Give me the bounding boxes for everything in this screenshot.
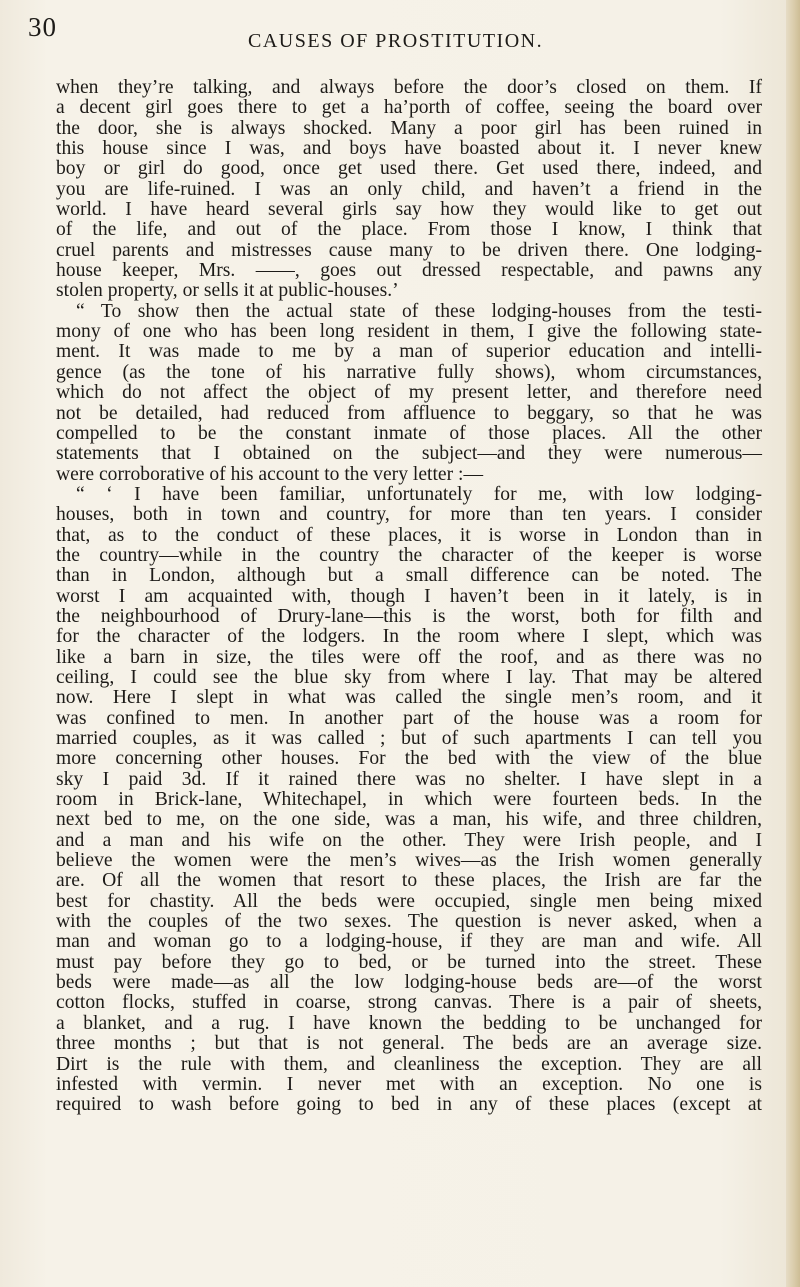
- text-line: statements that I obtained on the subject—and they were numerous—: [56, 443, 762, 465]
- text-line: cruel parents and mistresses cause many to be driven there. One lodging-: [56, 239, 762, 261]
- text-line: house keeper, Mrs. ——, goes out dressed respectable, and pawns any: [56, 260, 762, 282]
- text-line: room in Brick-lane, Whitechapel, in which were fourteen beds. In the: [56, 789, 762, 811]
- text-line: “ To show then the actual state of these lodging-houses from the testi-: [76, 300, 762, 322]
- text-line: believe the women were the men’s wives—as the Irish women generally: [56, 850, 762, 872]
- text-line: cotton flocks, stuffed in coarse, strong canvas. There is a pair of sheets,: [56, 992, 762, 1014]
- text-line: now. Here I slept in what was called the single men’s room, and it: [56, 687, 762, 709]
- text-line: a decent girl goes there to get a ha’porth of coffee, seeing the board over: [56, 97, 762, 119]
- text-line: when they’re talking, and always before the door’s closed on them. If: [56, 77, 762, 98]
- text-line: must pay before they go to bed, or be turned into the street. These: [56, 951, 762, 973]
- text-line: of the life, and out of the place. From those I know, I think that: [56, 219, 762, 241]
- text-line: for the character of the lodgers. In the room where I slept, which was: [56, 626, 762, 648]
- text-line: required to wash before going to bed in any of these places (except at: [56, 1094, 762, 1116]
- text-line: best for chastity. All the beds were occupied, single men being mixed: [56, 890, 762, 912]
- text-line: the neighbourhood of Drury-lane—this is the worst, both for filth and: [56, 605, 762, 627]
- text-line: beds were made—as all the low lodging-house beds are—of the worst: [56, 972, 762, 994]
- running-head: CAUSES OF PROSTITUTION.: [248, 30, 544, 52]
- text-line: are. Of all the women that resort to these places, the Irish are far the: [56, 870, 762, 892]
- text-line: which do not affect the object of my present letter, and therefore need: [56, 382, 762, 404]
- text-line: married couples, as it was called ; but of such apartments I can tell you: [56, 728, 762, 749]
- text-line: man and woman go to a lodging-house, if they are man and wife. All: [56, 931, 762, 953]
- text-line: next bed to me, on the one side, was a man, his wife, and three children,: [56, 809, 762, 831]
- text-line: three months ; but that is not general. The beds are an average size.: [56, 1033, 762, 1055]
- text-line: was confined to men. In another part of the house was a room for: [56, 707, 762, 729]
- page-edge: [786, 0, 800, 1287]
- text-line: like a barn in size, the tiles were off the roof, and as there was no: [56, 646, 762, 668]
- text-line: ment. It was made to me by a man of superior education and intelli-: [56, 341, 762, 363]
- text-line: ceiling, I could see the blue sky from where I lay. That may be altered: [56, 666, 762, 688]
- text-line: “ ‘ I have been familiar, unfortunately for me, with low lodging-: [76, 483, 762, 505]
- text-line: infested with vermin. I never met with an exception. No one is: [56, 1073, 762, 1095]
- text-line: this house since I was, and boys have boasted about it. I never knew: [56, 138, 762, 160]
- text-line: the country—while in the country the character of the keeper is worse: [56, 544, 762, 566]
- text-line: that, as to the conduct of these places, it is worse in London than in: [56, 524, 762, 546]
- text-line: were corroborative of his account to the very letter :—: [56, 463, 484, 485]
- body-text: [56, 78, 762, 1116]
- text-line: Dirt is the rule with them, and cleanliness the exception. They are all: [56, 1053, 762, 1075]
- text-line: with the couples of the two sexes. The question is never asked, when a: [56, 911, 762, 933]
- text-line: the door, she is always shocked. Many a poor girl has been ruined in: [56, 117, 762, 139]
- text-line: and a man and his wife on the other. They were Irish people, and I: [56, 829, 762, 851]
- text-line: boy or girl do good, once get used there. Get used there, indeed, and: [56, 158, 762, 180]
- text-line: than in London, although but a small difference can be noted. The: [56, 565, 762, 587]
- text-line: stolen property, or sells it at public-houses.’: [56, 280, 399, 302]
- page-number: 30: [28, 12, 57, 42]
- text-line: worst I am acquainted with, though I haven’t been in it lately, is in: [56, 585, 762, 607]
- text-line: not be detailed, had reduced from affluence to beggary, so that he was: [56, 402, 762, 424]
- text-line: mony of one who has been long resident in them, I give the following state-: [56, 321, 762, 343]
- text-line: sky I paid 3d. If it rained there was no shelter. I have slept in a: [56, 768, 762, 790]
- text-line: gence (as the tone of his narrative fully shows), whom circumstances,: [56, 361, 762, 383]
- text-line: you are life-ruined. I was an only child, and haven’t a friend in the: [56, 178, 762, 200]
- text-line: a blanket, and a rug. I have known the bedding to be unchanged for: [56, 1012, 762, 1034]
- text-line: world. I have heard several girls say how they would like to get out: [56, 199, 762, 221]
- text-line: compelled to be the constant inmate of those places. All the other: [56, 422, 762, 444]
- text-line: houses, both in town and country, for more than ten years. I consider: [56, 504, 762, 526]
- text-line: more concerning other houses. For the bed with the view of the blue: [56, 748, 762, 770]
